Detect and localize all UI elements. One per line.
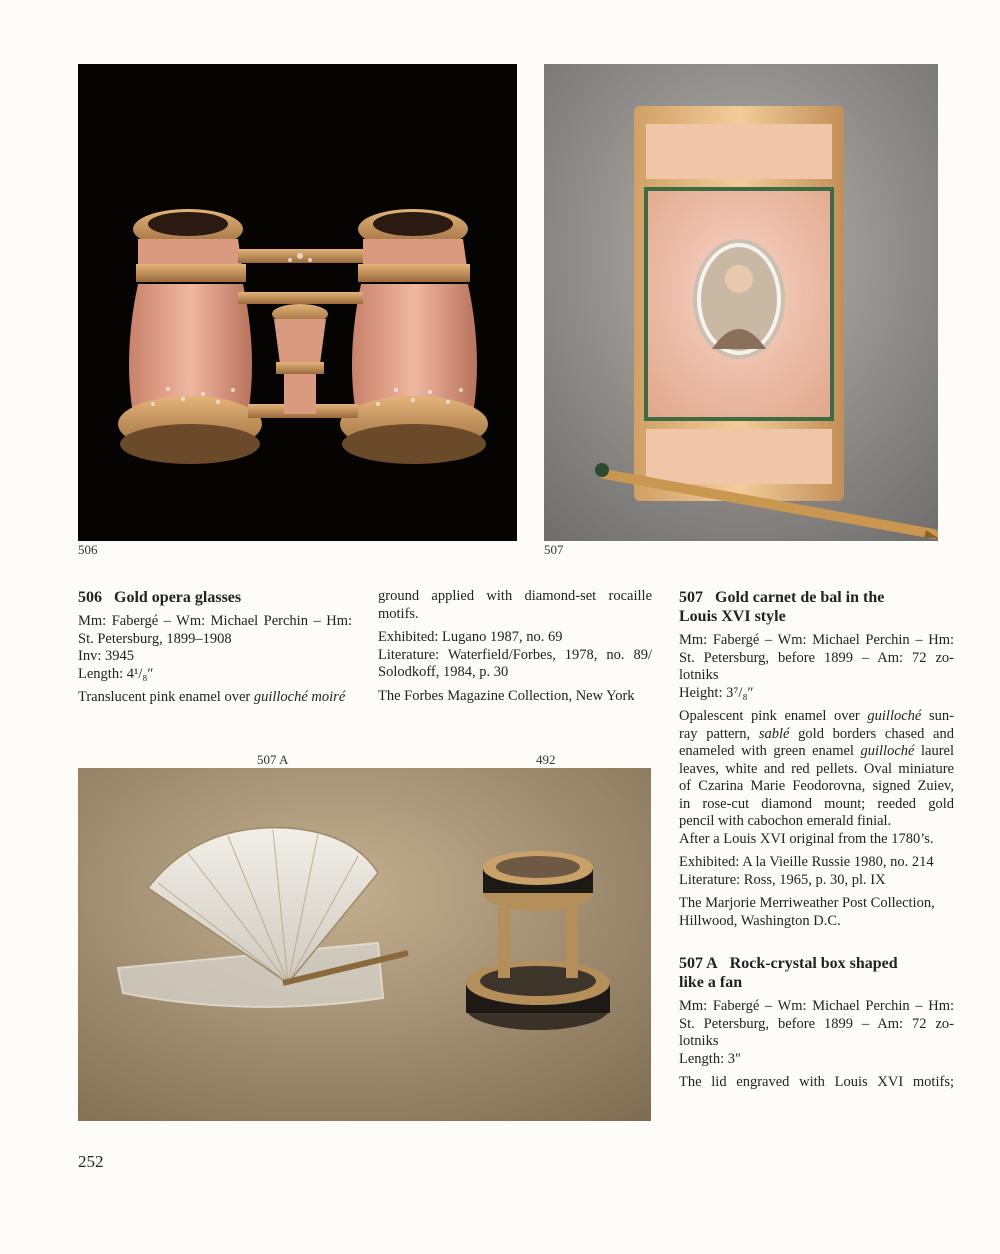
entry-506-description-continued [378,588,652,623]
entry-507-title-line-1: Gold carnet de bal in the [715,589,885,606]
entry-507a-length: Length: 3″ [679,1050,742,1067]
entry-506-exhibited: Exhibited: Lugano 1987, no. 69 [378,629,563,645]
entry-507-desc-l2-text: ray pattern, [679,725,759,742]
entry-507-exhibition [679,854,954,889]
page-number: 252 [78,1152,104,1171]
entry-506-description-italic: guilloché moiré [253,689,346,705]
entry-507a-marks [679,998,954,1068]
entry-506 [78,588,352,713]
entry-506-literature-line-1: Literature: Waterfield/Forbes, 1978, no. 89/ [378,646,652,663]
entry-506-description-text: Translucent pink enamel over [78,689,254,705]
entry-507-description-line-7: pencil with cabochon emerald finial. [679,813,892,829]
entry-507-description-line-8: After a Louis XVI original from the 1780’s. [679,830,934,847]
entry-507-heading [679,588,954,626]
photo-carnet-de-bal [544,64,938,541]
entry-506-description-line-3: motifs. [378,605,419,622]
entry-507-desc-l1-italic: guilloché [867,708,922,724]
entry-507a-marks-line-3: lotniks [679,1033,719,1049]
entry-506-heading [78,588,352,607]
entry-507-description [679,708,954,848]
entry-507-description-line-4: leaves, white and red pellets. Oval miniature [679,760,954,777]
entry-507a-marks-line-2: St. Petersburg, before 1899 – Am: 72 zo- [679,1015,954,1032]
entry-506-marks-line-2: St. Petersburg, 1899–1908 [78,630,232,647]
entry-507a-description [679,1074,954,1092]
entry-507a-title-line-1: Rock-crystal box shaped [729,955,898,972]
fan-box-illustration [78,768,651,1121]
figure-label-492: 492 [536,752,556,767]
entry-506-title: Gold opera glasses [114,589,242,606]
entry-507-marks-line-2: St. Petersburg, before 1899 – Am: 72 zo- [679,649,954,666]
entry-506-number: 506 [78,589,102,606]
entry-507a-heading [679,954,954,992]
entry-507-desc-l3-italic: guilloché [860,743,915,759]
figure-label-506: 506 [78,542,98,557]
entry-507-collection-line-1: The Marjorie Merriweather Post Collection, [679,895,935,911]
entry-507-description-line-1 [679,708,954,726]
entry-506-exhibition [378,629,652,682]
entry-507-number: 507 [679,589,703,606]
entry-507a-number: 507 A [679,955,718,972]
entry-507-desc-l3-end: laurel [914,743,954,759]
entry-507-marks-line-3: lotniks [679,667,719,683]
carnet-de-bal-illustration [544,64,938,541]
entry-507-description-line-5: of Czarina Marie Feodorovna, signed Zuiev, [679,778,954,794]
entry-507-desc-l1-text: Opalescent pink enamel over [679,708,868,724]
entry-507-height: Height: 3⁷/₈″ [679,684,754,701]
entry-506-literature-line-2: Solodkoff, 1984, p. 30 [378,664,509,680]
entry-507-desc-l2-end: gold borders chased and [789,725,954,742]
entry-507-description-line-3 [679,743,954,761]
entry-507-desc-l3-text: enameled with green enamel [679,743,861,759]
entry-506-inventory: Inv: 3945 [78,648,134,664]
entry-507-collection [679,895,954,930]
entry-506-marks [78,613,352,683]
entry-507-exhibited: Exhibited: A la Vieille Russie 1980, no. 214 [679,854,934,870]
entry-506-length: Length: 4¹/₈″ [78,665,154,682]
photo-opera-glasses [78,64,517,541]
entry-507-marks-line-1: Mm: Fabergé – Wm: Michael Perchin – Hm: [679,632,954,648]
entry-507-desc-l2-italic: sablé [758,725,790,742]
figure-label-507: 507 [544,542,564,557]
entry-507-description-line-2 [679,726,954,744]
entry-506-marks-line-1: Mm: Fabergé – Wm: Michael Perchin – Hm: [78,613,352,629]
entry-507-collection-line-2: Hillwood, Washington D.C. [679,912,841,929]
entry-507-description-line-6: in rose-cut diamond mount; reeded gold [679,795,954,812]
entry-507a-description-line-1: The lid engraved with Louis XVI motifs; [679,1074,954,1090]
photo-fan-box [78,768,651,1121]
entry-507-literature: Literature: Ross, 1965, p. 30, pl. IX [679,871,886,888]
entry-507 [679,588,954,1098]
entry-507a-marks-line-1: Mm: Fabergé – Wm: Michael Perchin – Hm: [679,998,954,1014]
entry-506-collection: The Forbes Magazine Collection, New York [378,687,635,704]
entry-506-description-line-2: ground applied with diamond-set rocaille [378,588,652,604]
entry-506-description-start [78,689,352,707]
opera-glasses-illustration [78,64,517,541]
figure-label-507a: 507 A [257,752,289,767]
entry-507a-title-line-2: like a fan [679,974,743,991]
entry-506-continued [378,588,652,711]
entry-507-marks [679,632,954,702]
entry-507-desc-l1-end: sun- [921,708,954,724]
entry-507-title-line-2: Louis XVI style [679,608,786,625]
